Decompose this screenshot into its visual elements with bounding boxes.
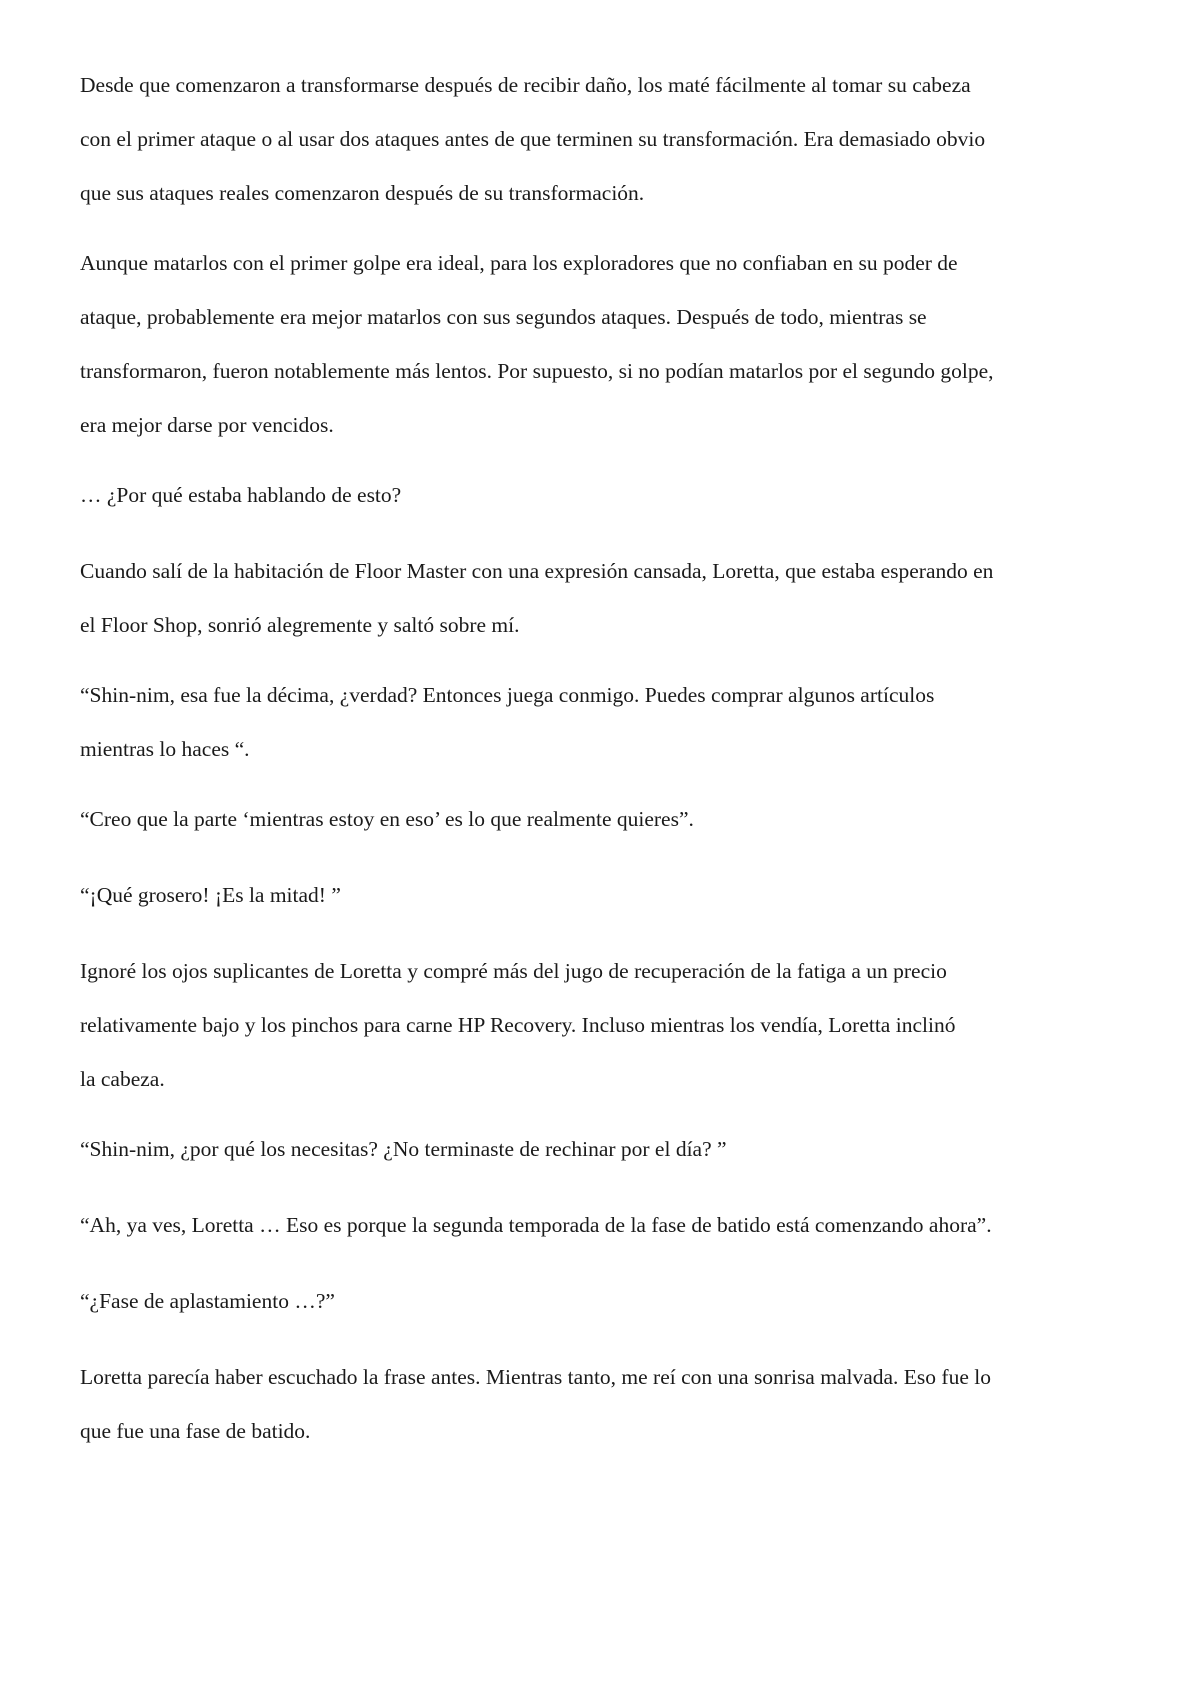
paragraph-line: Cuando salí de la habitación de Floor Master con una expresión cansada, Loretta, que estaba esperando en [80,559,994,583]
paragraph-line: “Shin-nim, esa fue la décima, ¿verdad? Entonces juega conmigo. Puedes comprar algunos artículos [80,683,935,707]
paragraph-line: relativamente bajo y los pinchos para carne HP Recovery. Incluso mientras los vendía, Loretta inclinó [80,1013,956,1037]
paragraph-10 [80,1198,1120,1252]
paragraph-8 [80,944,1120,1106]
paragraph-11 [80,1274,1120,1328]
paragraph-line: “¡Qué grosero! ¡Es la mitad! ” [80,883,341,907]
paragraph-line: transformaron, fueron notablemente más lentos. Por supuesto, si no podían matarlos por el segundo golpe, [80,359,994,383]
paragraph-line: … ¿Por qué estaba hablando de esto? [80,483,402,507]
paragraph-line: Ignoré los ojos suplicantes de Loretta y compré más del jugo de recuperación de la fatiga a un precio [80,959,947,983]
paragraph-7 [80,868,1120,922]
paragraph-line: que sus ataques reales comenzaron después de su transformación. [80,181,645,205]
paragraph-line: era mejor darse por vencidos. [80,413,334,437]
paragraph-4 [80,544,1120,652]
paragraph-12 [80,1350,1120,1458]
paragraph-line: Desde que comenzaron a transformarse después de recibir daño, los maté fácilmente al tomar su cabeza [80,73,971,97]
paragraph-2 [80,236,1120,452]
paragraph-line: “¿Fase de aplastamiento …?” [80,1289,335,1313]
paragraph-line: el Floor Shop, sonrió alegremente y saltó sobre mí. [80,613,520,637]
paragraph-line: ataque, probablemente era mejor matarlos con sus segundos ataques. Después de todo, mientras se [80,305,927,329]
paragraph-line: Loretta parecía haber escuchado la frase antes. Mientras tanto, me reí con una sonrisa malvada. Eso fue lo [80,1365,991,1389]
paragraph-6 [80,792,1120,846]
paragraph-1 [80,58,1120,220]
paragraph-line: con el primer ataque o al usar dos ataques antes de que terminen su transformación. Era demasiado obvio [80,127,986,151]
paragraph-line: la cabeza. [80,1067,165,1091]
document-page [80,58,1120,1458]
paragraph-line: “Ah, ya ves, Loretta … Eso es porque la segunda temporada de la fase de batido está comenzando ahora”. [80,1213,992,1237]
paragraph-line: Aunque matarlos con el primer golpe era ideal, para los exploradores que no confiaban en su poder de [80,251,958,275]
paragraph-line: “Shin-nim, ¿por qué los necesitas? ¿No terminaste de rechinar por el día? ” [80,1137,727,1161]
paragraph-line: “Creo que la parte ‘mientras estoy en eso’ es lo que realmente quieres”. [80,807,694,831]
paragraph-5 [80,668,1120,776]
paragraph-9 [80,1122,1120,1176]
paragraph-line: mientras lo haces “. [80,737,250,761]
paragraph-3 [80,468,1120,522]
paragraph-line: que fue una fase de batido. [80,1419,311,1443]
